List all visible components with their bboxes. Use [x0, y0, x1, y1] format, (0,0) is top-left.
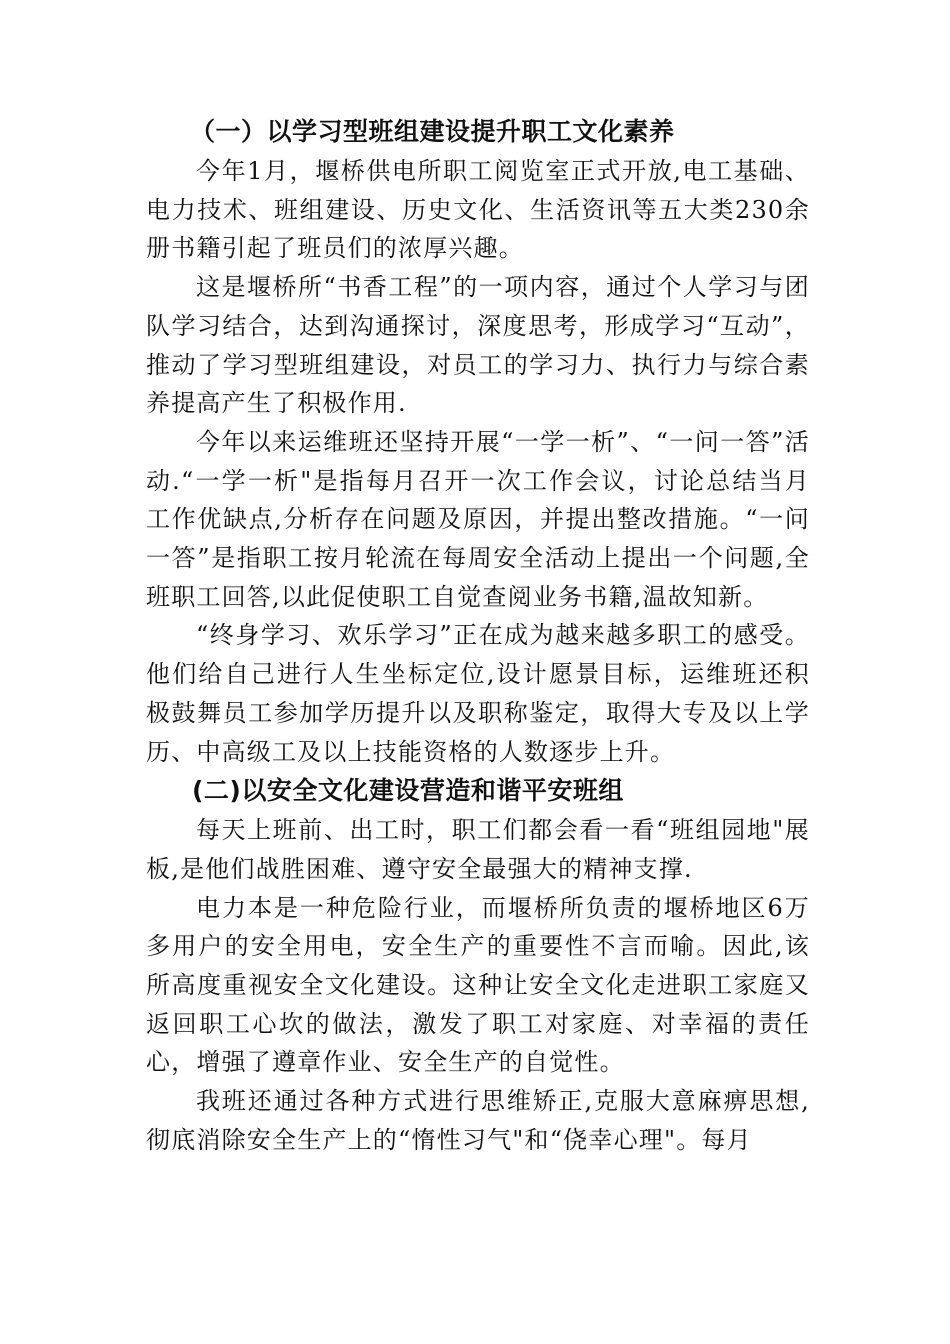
paragraph-5: 每天上班前、出工时，职工们都会看一看“班组园地"展板,是他们战胜困难、遵守安全最强大的精神支撑. — [146, 816, 810, 883]
paragraph-4: “终身学习、欢乐学习”正在成为越来越多职工的感受。他们给自己进行人生坐标定位,设计愿景目标，运维班还积极鼓舞员工参加学历提升以及职称鉴定，取得大专及以上学历、中高级工及以上技能资格的人数逐步上升。 — [146, 621, 810, 766]
section-heading-2: (二)以安全文化建设营造和谐平安班组 — [192, 776, 624, 806]
section-heading-1: （一）以学习型班组建设提升职工文化素养 — [190, 117, 675, 146]
document-body — [146, 112, 810, 1160]
paragraph-7: 我班还通过各种方式进行思维矫正,克服大意麻痹思想,彻底消除安全生产上的“惰性习气"和“侥幸心理"。每月 — [146, 1087, 810, 1154]
paragraph-1: 今年1月，堰桥供电所职工阅览室正式开放,电工基础、电力技术、班组建设、历史文化、生活资讯等五大类230余册书籍引起了班员们的浓厚兴趣。 — [146, 157, 810, 263]
paragraph-3: 今年以来运维班还坚持开展“一学一析”、“一问一答”活动.“一学一析"是指每月召开一次工作会议，讨论总结当月工作优缺点,分析存在问题及原因，并提出整改措施。“一问一答”是指职工按月轮流在每周安全活动上提出一个问题,全班职工回答,以此促使职工自觉查阅业务书籍,温故知新。 — [146, 427, 810, 611]
paragraph-2: 这是堰桥所“书香工程”的一项内容，通过个人学习与团队学习结合，达到沟通探讨，深度思考，形成学习“互动”，推动了学习型班组建设，对员工的学习力、执行力与综合素养提高产生了积极作用. — [146, 273, 810, 418]
paragraph-6: 电力本是一种危险行业，而堰桥所负责的堰桥地区6万多用户的安全用电，安全生产的重要性不言而喻。因此,该所高度重视安全文化建设。这种让安全文化走进职工家庭又返回职工心坎的做法，激发了职工对家庭、对幸福的责任心，增强了遵章作业、安全生产的自觉性。 — [146, 893, 810, 1077]
